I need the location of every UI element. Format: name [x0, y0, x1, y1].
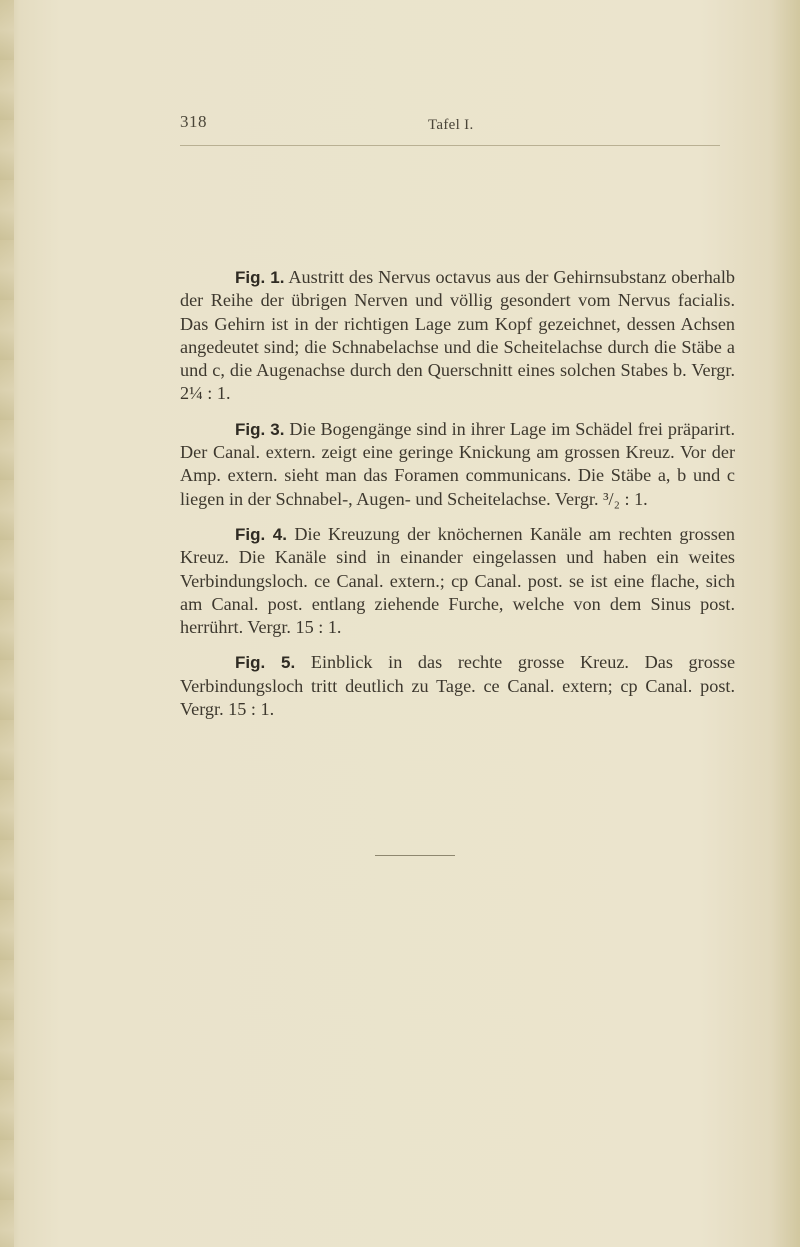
caption-fig-1 [180, 266, 735, 406]
page-binding-edge [0, 0, 14, 1247]
caption-text: Einblick in das rechte grosse Kreuz. Das grosse Verbindungsloch tritt deutlich zu Tage. ce Canal. extern; cp Canal. post. Vergr. 15 : 1. [180, 652, 736, 720]
running-head: Tafel I. [428, 117, 474, 133]
caption-fig-4 [180, 523, 735, 639]
caption-text: Die Bogengänge sind in ihrer Lage im Schädel frei präparirt. Der Canal. extern. zeigt eine geringe Knickung am grossen Kreuz. Vor der Amp. extern. sieht man das Foramen communicans. Die Stäbe a, b und c liegen in der Schnabel-, Augen- und Scheitelachse. Vergr. ³/₂ : 1. [180, 418, 736, 509]
caption-label: Fig. 5. [235, 653, 296, 673]
caption-label: Fig. 3. [235, 419, 285, 439]
page-number: 318 [180, 112, 207, 131]
caption-text: Die Kreuzung der knöchernen Kanäle am rechten grossen Kreuz. Die Kanäle sind in einander eingelassen und haben ein weites Verbindungsloch. ce Canal. extern.; cp Canal. post. se ist eine flache, sich am Canal. post. entlang ziehende Furche, welche von dem Sinus post. herrührt. Vergr. 15 : 1. [180, 523, 735, 638]
caption-fig-5 [180, 651, 735, 721]
figure-captions [180, 266, 735, 733]
caption-label: Fig. 4. [235, 524, 287, 544]
closing-rule [375, 855, 455, 856]
caption-label: Fig. 1. [235, 268, 285, 287]
caption-fig-3 [180, 418, 735, 511]
header-rule [180, 145, 720, 146]
caption-text: Austritt des Nervus octavus aus der Gehirnsubstanz oberhalb der Reihe der übrigen Nerven und völlig gesondert vom Nervus facialis. Das Gehirn ist in der richtigen Lage zum Kopf gezeichnet, dessen Achsen angedeutet sind; die Schnabelachse und die Scheitelachse durch die Stäbe a und c, die Augenachse durch den Querschnitt eines solchen Stabes b. Vergr. 2¼ : 1. [180, 267, 736, 404]
